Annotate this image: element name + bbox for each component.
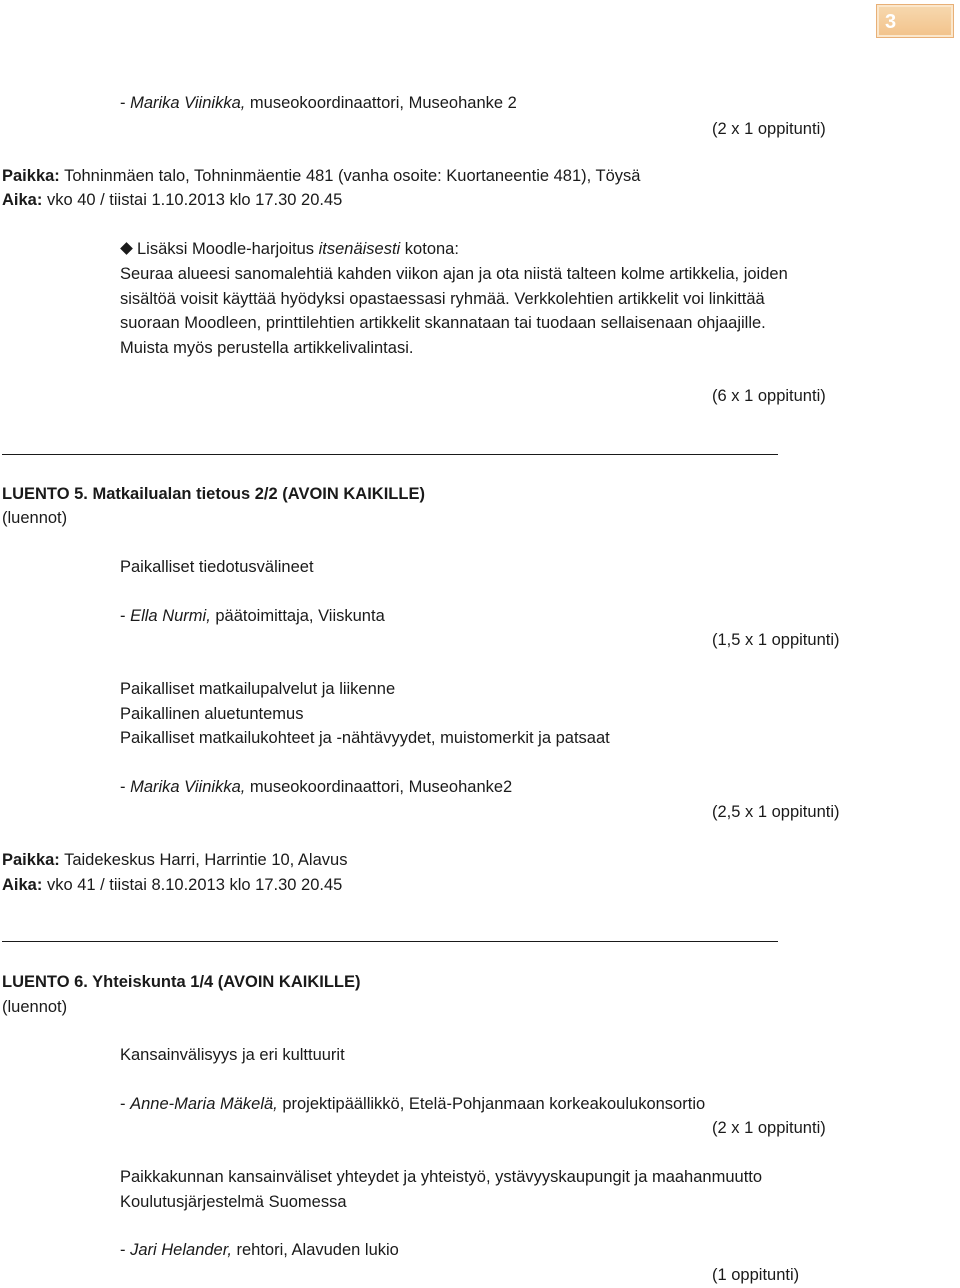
place-line (2, 164, 640, 188)
topic: Kansainvälisyys ja eri kulttuurit (120, 1046, 345, 1064)
speaker-role: museokoordinaattori, Museohanke2 (245, 778, 513, 796)
time-line (2, 188, 342, 212)
moodle-text-line: suoraan Moodleen, printtilehtien artikkelit skannataan tai tuodaan sellaisenaan ohjaajille. (120, 314, 766, 332)
lecture-title: LUENTO 6. Yhteiskunta 1/4 (AVOIN KAIKILLE) (2, 973, 361, 991)
time-label: Aika: (2, 876, 43, 894)
place-line (2, 848, 347, 872)
speaker-name: Marika Viinikka, (130, 778, 246, 796)
topic: Paikkakunnan kansainväliset yhteydet ja yhteistyö, ystävyyskaupungit ja maahanmuutto (120, 1168, 763, 1186)
place-value: Taidekeskus Harri, Harrintie 10, Alavus (59, 851, 348, 869)
speaker-name: Anne-Maria Mäkelä, (130, 1095, 278, 1113)
speaker-line: - Ella Nurmi, päätoimittaja, Viiskunta (120, 607, 385, 625)
page-number: 3 (885, 11, 897, 33)
lecture-subtitle: (luennot) (2, 509, 68, 527)
hours-label: (2 x 1 oppitunti) (712, 1119, 826, 1137)
place-label: Paikka: (2, 851, 60, 869)
speaker-line: - Anne-Maria Mäkelä, projektipäällikkö, Etelä-Pohjanmaan korkeakoulukonsortio (120, 1095, 706, 1113)
time-line (2, 873, 342, 897)
place-value: Tohninmäen talo, Tohninmäentie 481 (vanha osoite: Kuortaneentie 481), Töysä (59, 167, 641, 185)
moodle-text-line: Muista myös perustella artikkelivalintasi. (120, 339, 414, 357)
hours-label: (2 x 1 oppitunti) (712, 120, 826, 138)
time-value: vko 41 / tiistai 8.10.2013 klo 17.30 20.45 (42, 876, 343, 894)
speaker-line: - Jari Helander, rehtori, Alavuden lukio (120, 1241, 399, 1259)
speaker-role: rehtori, Alavuden lukio (231, 1241, 399, 1259)
speaker-line: - Marika Viinikka, museokoordinaattori, Museohanke 2 (120, 94, 517, 112)
speaker-role: museokoordinaattori, Museohanke 2 (245, 94, 517, 112)
lecture-subtitle: (luennot) (2, 998, 68, 1016)
speaker-name: Marika Viinikka, (130, 94, 246, 112)
moodle-heading: Lisäksi Moodle-harjoitus itsenäisesti kotona: (120, 237, 459, 261)
topic: Paikalliset matkailupalvelut ja liikenne (120, 680, 396, 698)
diamond-bullet-icon (120, 242, 133, 255)
topic: Paikalliset tiedotusvälineet (120, 558, 314, 576)
speaker-line: - Marika Viinikka, museokoordinaattori, Museohanke2 (120, 778, 513, 796)
speaker-role: päätoimittaja, Viiskunta (210, 607, 385, 625)
speaker-name: Jari Helander, (130, 1241, 232, 1259)
page-number-badge (876, 4, 954, 38)
hours-label: (1 oppitunti) (712, 1266, 800, 1284)
speaker-role: projektipäällikkö, Etelä-Pohjanmaan korkeakoulukonsortio (277, 1095, 706, 1113)
topic: Paikallinen aluetuntemus (120, 705, 304, 723)
hours-label: (2,5 x 1 oppitunti) (712, 803, 840, 821)
hours-label: (6 x 1 oppitunti) (712, 387, 826, 405)
moodle-text-line: sisältöä voisit käyttää hyödyksi opastaessasi ryhmää. Verkkolehtien artikkelit voi linkittää (120, 290, 765, 308)
hours-label: (1,5 x 1 oppitunti) (712, 631, 840, 649)
lecture-title: LUENTO 5. Matkailualan tietous 2/2 (AVOIN KAIKILLE) (2, 485, 425, 503)
time-label: Aika: (2, 191, 43, 209)
place-label: Paikka: (2, 167, 60, 185)
speaker-name: Ella Nurmi, (130, 607, 211, 625)
topic: Paikalliset matkailukohteet ja -nähtävyydet, muistomerkit ja patsaat (120, 729, 610, 747)
section-divider (2, 941, 778, 942)
section-divider (2, 454, 778, 455)
time-value: vko 40 / tiistai 1.10.2013 klo 17.30 20.45 (42, 191, 343, 209)
moodle-text-line: Seuraa alueesi sanomalehtiä kahden viikon ajan ja ota niistä talteen kolme artikkelia, joiden (120, 265, 788, 283)
topic: Koulutusjärjestelmä Suomessa (120, 1193, 347, 1211)
